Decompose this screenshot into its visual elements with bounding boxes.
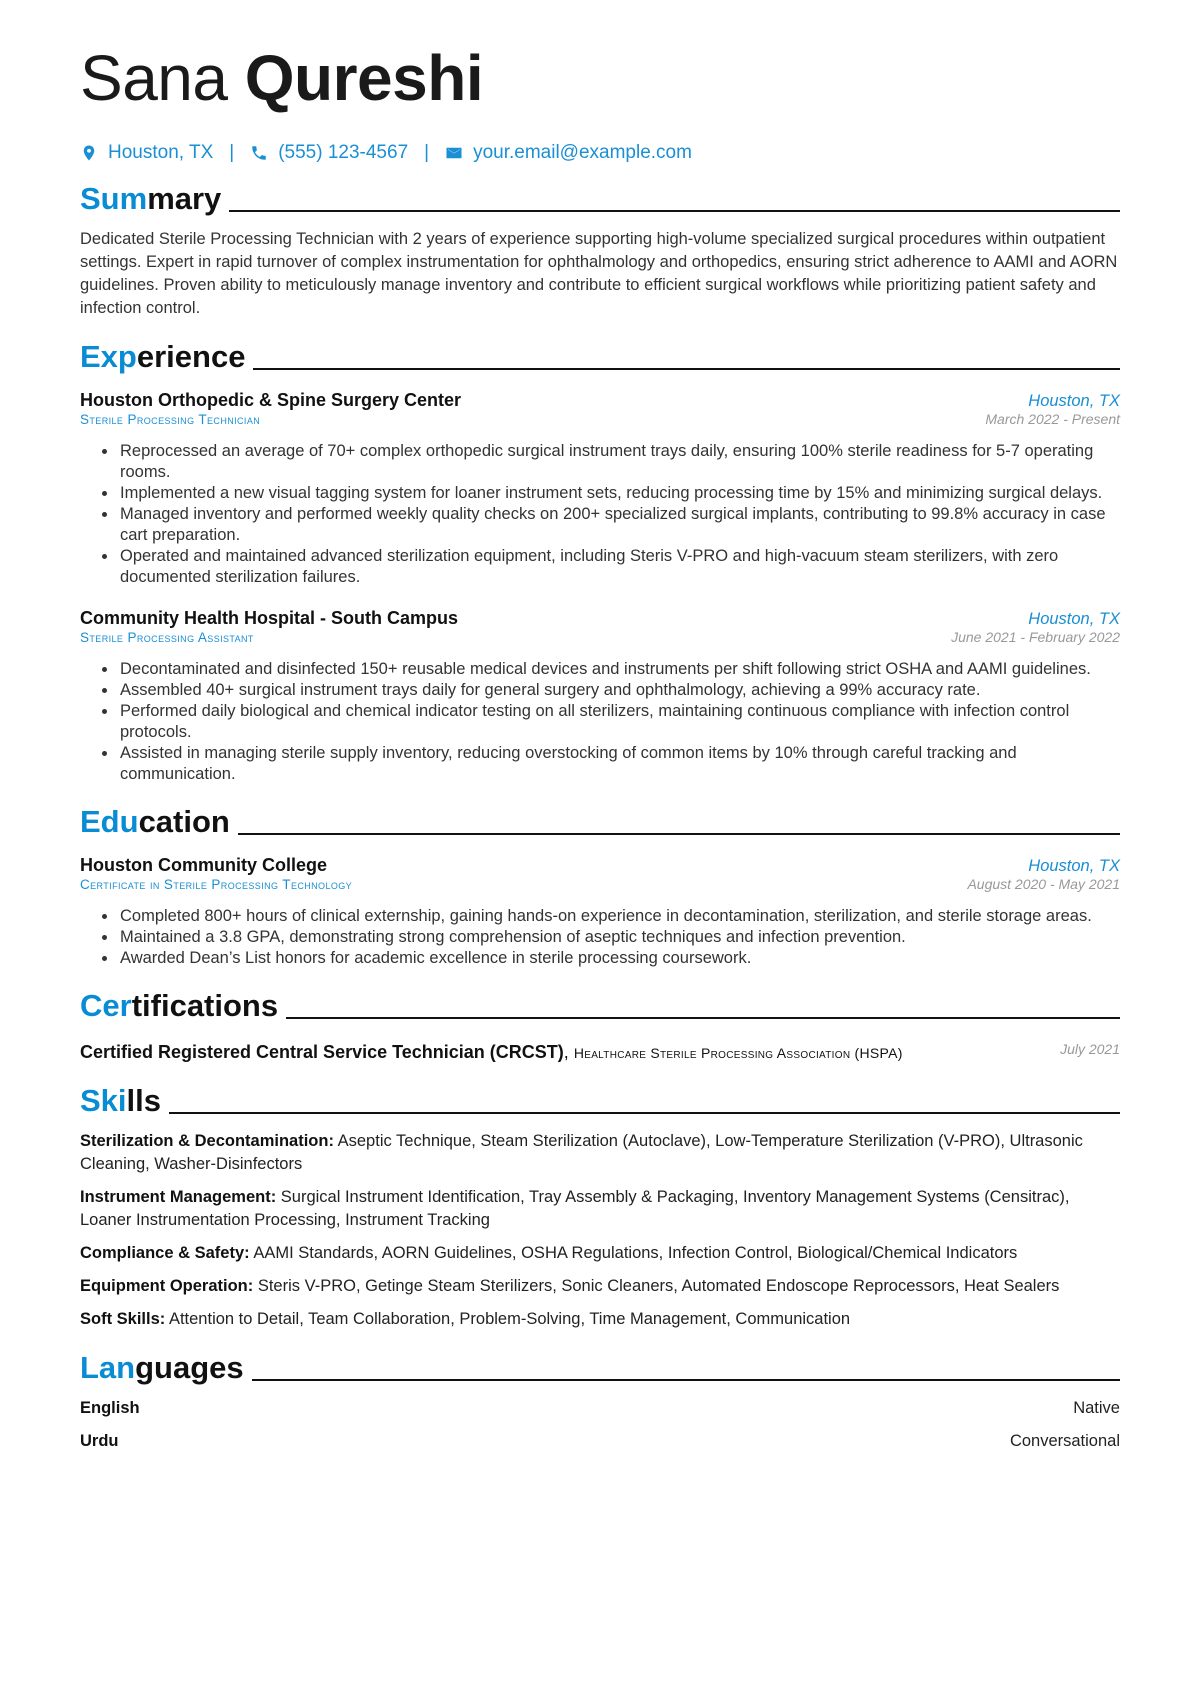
contact-separator: | xyxy=(229,142,235,163)
certifications-heading xyxy=(80,987,1120,1025)
skill-group xyxy=(80,1308,1120,1331)
school-location: Houston, TX xyxy=(1028,857,1120,875)
section-rule xyxy=(229,210,1120,212)
skill-list: Steris V-PRO, Getinge Steam Sterilizers, Sonic Cleaners, Automated Endoscope Reprocessors, Heat Sealers xyxy=(257,1277,1060,1295)
bullet-item: • Decontaminated and disinfected 150+ reusable medical devices and instruments per shift following strict OSHA and AAMI guidelines. xyxy=(118,659,1120,680)
location-text: Houston, TX xyxy=(108,142,214,163)
education-entry xyxy=(80,855,1120,969)
last-name: Qureshi xyxy=(244,42,484,114)
heading-rest: guages xyxy=(135,1350,244,1385)
skill-list: Aseptic Technique, Steam Sterilization (Autoclave), Low-Temperature Sterilization (V-PRO), Ultrasonic Cleaning, Washer-Disinfectors xyxy=(80,1132,1083,1173)
contact-bar xyxy=(80,140,1120,166)
job-location: Houston, TX xyxy=(1028,610,1120,628)
bullet-item: • Assisted in managing sterile supply inventory, reducing overstocking of common items by 10% through careful tracking and communication. xyxy=(118,743,1120,785)
bullet-item: • Implemented a new visual tagging system for loaner instrument sets, reducing processing time by 15% and minimizing surgical delays. xyxy=(118,483,1120,504)
skill-category: Soft Skills: xyxy=(80,1310,166,1328)
employer-name: Community Health Hospital - South Campus xyxy=(80,608,459,628)
skill-list: Attention to Detail, Team Collaboration, Problem-Solving, Time Management, Communication xyxy=(168,1310,851,1328)
skill-category: Equipment Operation: xyxy=(80,1277,254,1295)
language-row xyxy=(80,1430,1120,1453)
skill-list: Surgical Instrument Identification, Tray Assembly & Packaging, Inventory Management Systems (Censitrac), Loaner Instrumentation Processing, Instrument Tracking xyxy=(80,1188,1070,1229)
bullet-item: • Awarded Dean’s List honors for academic excellence in sterile processing coursework. xyxy=(118,948,1120,969)
degree-name: Certificate in Sterile Processing Technology xyxy=(80,877,353,892)
map-pin-icon xyxy=(80,144,98,162)
language-row xyxy=(80,1397,1120,1420)
employer-name: Houston Orthopedic & Spine Surgery Center xyxy=(80,390,462,410)
contact-email[interactable] xyxy=(445,142,692,164)
education-dates: August 2020 - May 2021 xyxy=(967,876,1120,892)
section-rule xyxy=(238,833,1120,835)
job-dates: March 2022 - Present xyxy=(985,411,1120,427)
school-name: Houston Community College xyxy=(80,855,327,875)
language-level: Conversational xyxy=(1009,1432,1120,1450)
experience-section xyxy=(80,338,1120,785)
heading-rest: mary xyxy=(147,181,222,216)
skill-category: Compliance & Safety: xyxy=(80,1244,250,1262)
education-bullets xyxy=(80,906,1120,969)
skill-list: AAMI Standards, AORN Guidelines, OSHA Regulations, Infection Control, Biological/Chemical Indicators xyxy=(253,1244,1018,1262)
phone-icon xyxy=(250,144,268,162)
bullet-item: • Managed inventory and performed weekly quality checks on 200+ specialized surgical implants, contributing to 99.8% accuracy in case cart preparation. xyxy=(118,504,1120,546)
experience-entry xyxy=(80,390,1120,588)
bullet-item: • Reprocessed an average of 70+ complex orthopedic surgical instrument trays daily, ensuring 100% sterile readiness for 5-7 operating rooms. xyxy=(118,441,1120,483)
contact-location xyxy=(80,142,213,164)
envelope-icon xyxy=(445,144,463,162)
certifications-section xyxy=(80,987,1120,1064)
contact-phone[interactable] xyxy=(250,142,408,164)
phone-text: (555) 123-4567 xyxy=(278,142,409,163)
skill-group xyxy=(80,1275,1120,1298)
language-level: Native xyxy=(1073,1399,1120,1417)
contact-separator: | xyxy=(424,142,430,163)
certification-name: Certified Registered Central Service Technician (CRCST) xyxy=(80,1042,564,1062)
certification-issuer: Healthcare Sterile Processing Association (HSPA) xyxy=(573,1045,903,1061)
section-rule xyxy=(169,1112,1120,1114)
section-rule xyxy=(286,1017,1120,1019)
job-bullets xyxy=(80,441,1120,588)
section-rule xyxy=(252,1379,1120,1381)
job-title: Sterile Processing Assistant xyxy=(80,630,254,645)
heading-rest: tifications xyxy=(131,988,279,1023)
languages-heading xyxy=(80,1349,1120,1387)
email-text: your.email@example.com xyxy=(473,142,692,163)
skill-group xyxy=(80,1186,1120,1232)
experience-heading xyxy=(80,338,1120,376)
bullet-item: • Maintained a 3.8 GPA, demonstrating strong comprehension of aseptic techniques and infection prevention. xyxy=(118,927,1120,948)
skills-heading xyxy=(80,1082,1120,1120)
job-location: Houston, TX xyxy=(1028,392,1120,410)
bullet-item: • Completed 800+ hours of clinical externship, gaining hands-on experience in decontamination, sterilization, and sterile storage areas. xyxy=(118,906,1120,927)
summary-section xyxy=(80,180,1120,320)
languages-section xyxy=(80,1349,1120,1453)
first-name: Sana xyxy=(80,42,228,114)
section-rule xyxy=(253,368,1120,370)
bullet-item: • Operated and maintained advanced sterilization equipment, including Steris V-PRO and high-vacuum steam sterilizers, with zero documented sterilization failures. xyxy=(118,546,1120,588)
candidate-name xyxy=(80,40,1120,116)
language-name: Urdu xyxy=(80,1432,119,1450)
education-heading xyxy=(80,803,1120,841)
skill-category: Sterilization & Decontamination: xyxy=(80,1132,334,1150)
skill-category: Instrument Management: xyxy=(80,1188,277,1206)
heading-rest: erience xyxy=(136,339,246,374)
heading-highlight: Sum xyxy=(80,181,148,216)
resume-content xyxy=(80,40,1120,1453)
language-name: English xyxy=(80,1399,140,1417)
heading-highlight: Lan xyxy=(80,1350,136,1385)
heading-highlight: Edu xyxy=(80,804,139,839)
summary-text: Dedicated Sterile Processing Technician with 2 years of experience supporting high-volume specialized surgical procedures within outpatient settings. Expert in rapid turnover of complex instrumentation for ophthalmology and orthopedics, ensuring strict adherence to AAMI and AORN guidelines. Proven ability to meticulously manage inventory and contribute to efficient surgical workflows while prioritizing patient safety and infection control. xyxy=(80,230,1118,317)
skill-group xyxy=(80,1130,1120,1176)
bullet-item: • Performed daily biological and chemical indicator testing on all sterilizers, maintaining continuous compliance with infection control protocols. xyxy=(118,701,1120,743)
skill-group xyxy=(80,1242,1120,1265)
heading-highlight: Ski xyxy=(80,1083,127,1118)
job-title: Sterile Processing Technician xyxy=(80,412,261,427)
job-dates: June 2021 - February 2022 xyxy=(951,629,1120,645)
heading-highlight: Exp xyxy=(80,339,137,374)
certification-date: July 2021 xyxy=(1060,1041,1120,1057)
job-bullets xyxy=(80,659,1120,785)
heading-rest: lls xyxy=(126,1083,161,1118)
bullet-item: • Assembled 40+ surgical instrument trays daily for general surgery and ophthalmology, achieving a 99% accuracy rate. xyxy=(118,680,1120,701)
skills-section xyxy=(80,1082,1120,1331)
summary-heading xyxy=(80,180,1120,218)
certification-entry: Certified Registered Central Service Technician (CRCST), Healthcare Sterile Processing Association (HSPA) July 2021 xyxy=(80,1041,1120,1062)
heading-rest: cation xyxy=(138,804,230,839)
education-section xyxy=(80,803,1120,969)
heading-highlight: Cer xyxy=(80,988,132,1023)
experience-entry xyxy=(80,608,1120,785)
